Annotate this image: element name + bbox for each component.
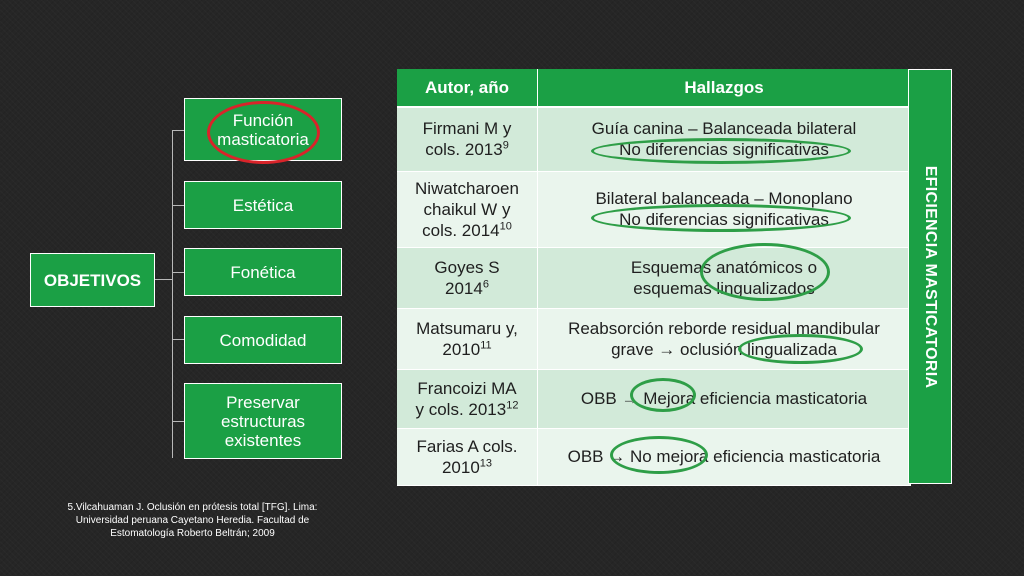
author-line: 2014 — [445, 278, 483, 298]
author-line: Niwatcharoen — [415, 178, 519, 198]
tree-trunk-line — [172, 130, 173, 458]
findings-cell — [538, 247, 911, 308]
author-line: 2010 — [442, 339, 481, 359]
author-line: Matsumaru y, — [416, 318, 518, 338]
findings-cell — [538, 369, 911, 428]
author-line: 2010 — [441, 457, 480, 477]
objective-label-line: Función — [232, 110, 294, 130]
tree-branch-line — [172, 130, 184, 131]
tree-branch-line — [172, 339, 184, 340]
tree-branch-line — [172, 272, 184, 273]
findings-line: esquemas lingualizados — [633, 278, 815, 298]
author-line: Francoizi MA — [417, 378, 517, 398]
objective-label-line: Estética — [232, 195, 294, 215]
objectives-root-label: OBJETIVOS — [43, 270, 142, 290]
author-cell — [397, 308, 538, 369]
author-line: Farias A cols. — [416, 436, 518, 456]
table-row — [397, 171, 911, 247]
findings-cell — [538, 308, 911, 369]
findings-cell — [538, 107, 911, 171]
findings-cell — [538, 428, 911, 485]
author-line: chaikul W y — [423, 199, 511, 219]
findings-table — [397, 69, 911, 486]
tree-root-line — [155, 279, 172, 280]
header-findings: Hallazgos — [538, 69, 911, 107]
objectives-root-box — [30, 253, 155, 307]
objective-label-line: masticatoria — [217, 129, 309, 149]
table-row — [397, 107, 911, 171]
objective-label-line: Preservar — [226, 392, 300, 412]
header-author: Autor, año — [397, 69, 538, 107]
findings-line: OBB → Mejora eficiencia masticatoria — [580, 389, 868, 408]
findings-line: Reabsorción reborde residual mandibular — [568, 318, 880, 338]
findings-line: Esquemas anatómicos o — [630, 257, 818, 277]
objective-estetica — [184, 181, 342, 229]
side-label-eficiencia: EFICIENCIA MASTICATORIA — [922, 165, 939, 389]
reference-number: 6 — [482, 277, 489, 290]
findings-line: Bilateral balanceada – Monoplano — [595, 189, 853, 208]
objective-label-line: Fonética — [230, 262, 296, 282]
objective-funcion-masticatoria — [184, 98, 342, 161]
author-line: cols. 2013 — [425, 140, 503, 160]
objective-label-line: existentes — [224, 430, 302, 450]
author-cell — [397, 171, 538, 247]
author-line: y cols. 2013 — [415, 399, 507, 419]
tree-branch-line — [172, 205, 184, 206]
objective-label-line: Comodidad — [219, 330, 307, 350]
table-row — [397, 308, 911, 369]
reference-number: 13 — [479, 456, 493, 469]
author-line: Firmani M y — [422, 119, 512, 139]
findings-line: No diferencias significativas — [619, 210, 829, 229]
findings-line: OBB → No mejora eficiencia masticatoria — [567, 447, 881, 466]
findings-cell — [538, 171, 911, 247]
author-cell — [397, 428, 538, 485]
objective-preservar-estructuras — [184, 383, 342, 459]
author-line: Goyes S — [434, 257, 500, 277]
reference-number: 11 — [480, 338, 492, 351]
table-row — [397, 247, 911, 308]
reference-number: 12 — [506, 398, 519, 411]
table-header-row — [397, 69, 911, 107]
findings-line: grave → oclusión lingualizada — [611, 339, 837, 359]
table-row — [397, 428, 911, 485]
reference-number: 9 — [502, 139, 509, 152]
tree-branch-line — [172, 421, 184, 422]
author-cell — [397, 247, 538, 308]
objective-label-line: estructuras — [220, 411, 306, 431]
objective-fonetica — [184, 248, 342, 296]
author-line: cols. 2014 — [422, 220, 500, 240]
citation-text: 5.Vilcahuaman J. Oclusión en prótesis total [TFG]. Lima: Universidad peruana Cayetano Heredia. Facultad de Estomatología Roberto Beltrán; 2009 — [67, 502, 318, 539]
table-row — [397, 369, 911, 428]
reference-number: 10 — [499, 219, 512, 232]
author-cell — [397, 107, 538, 171]
author-cell — [397, 369, 538, 428]
objective-comodidad — [184, 316, 342, 364]
findings-line: No diferencias significativas — [619, 140, 829, 160]
findings-line: Guía canina – Balanceada bilateral — [591, 119, 857, 139]
